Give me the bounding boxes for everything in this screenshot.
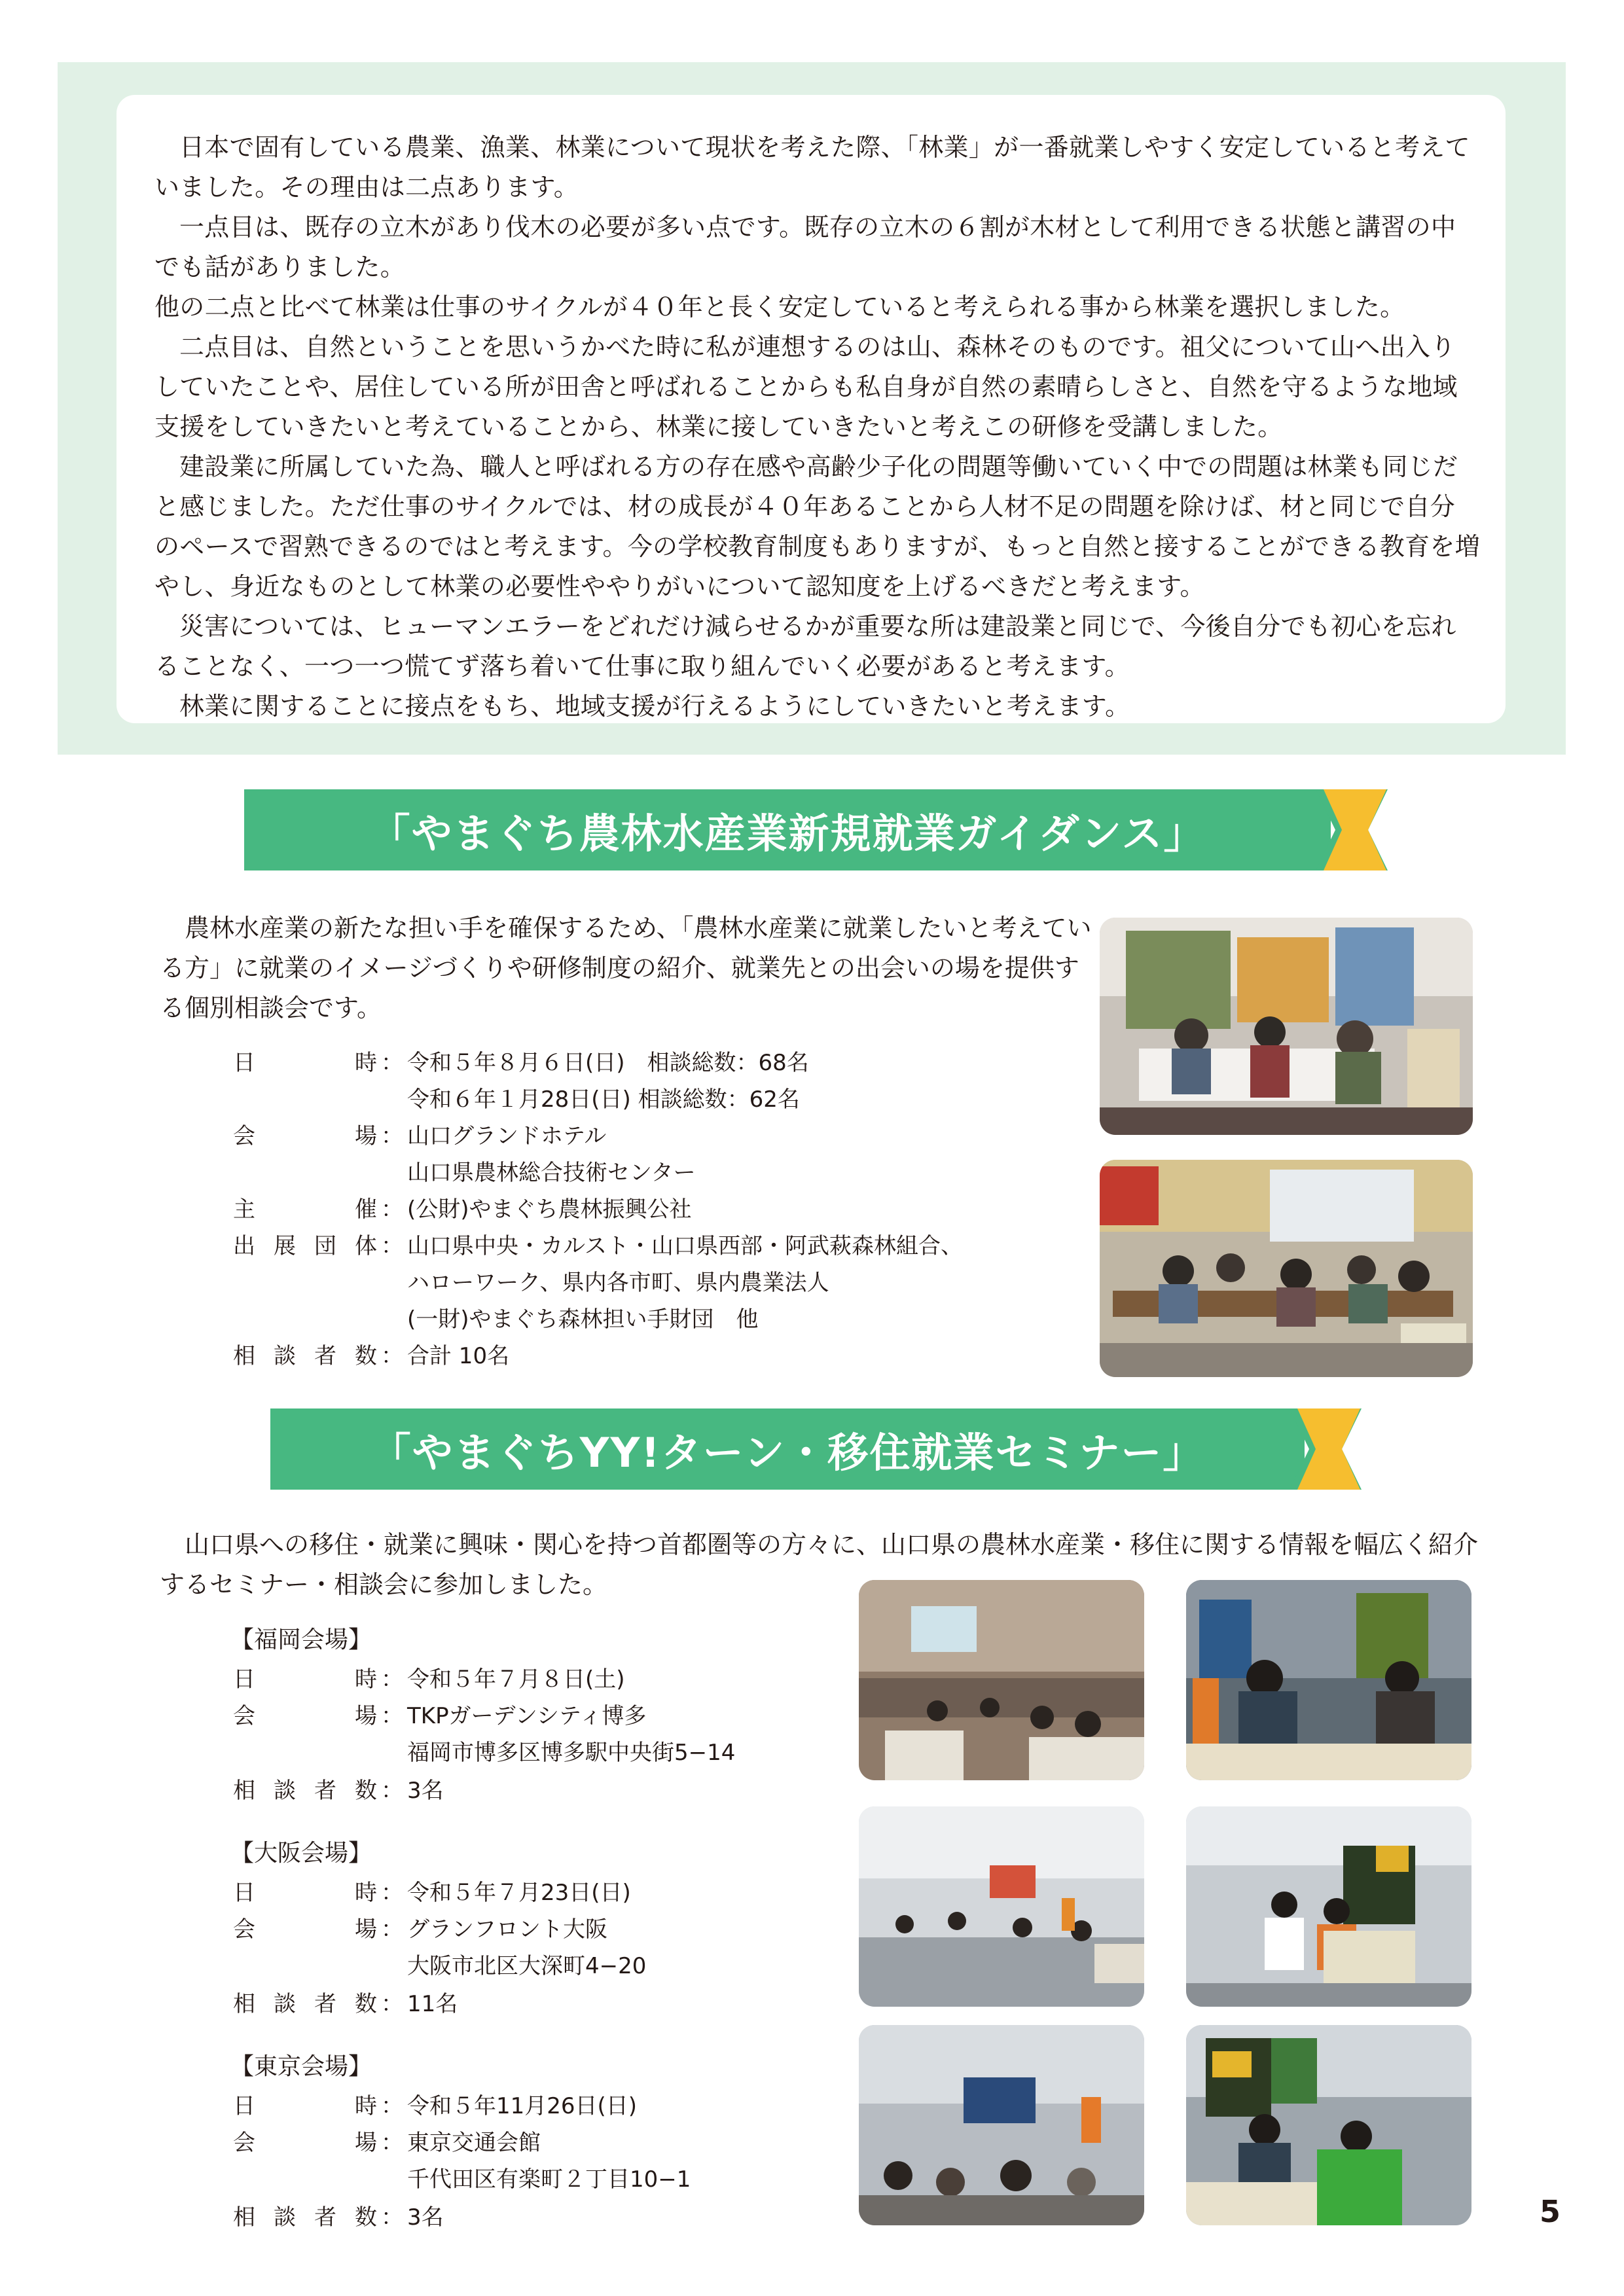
fukuoka-venue2: 福岡市博多区博多駅中央街5−14	[407, 1739, 736, 1766]
essay-panel	[58, 62, 1566, 755]
colon: ：	[381, 1232, 403, 1259]
essay-paragraph: 日本で固有している農業、漁業、林業について現状を考えた際、「林業」が一番就業しやすく安定していると考えていました。その理由は二点あります。	[154, 133, 1470, 202]
colon: ：	[381, 1342, 403, 1369]
consult-label: 相 談 者 数	[233, 1990, 377, 2017]
date-label: 日 時	[233, 1666, 377, 1693]
venue-label: 会 場	[233, 1702, 377, 1729]
fukuoka-consult-row	[233, 1770, 444, 1806]
consult-label: 相 談 者 数	[233, 1777, 377, 1804]
tokyo-heading: 【東京会場】	[230, 2053, 372, 2080]
colon: ：	[381, 1666, 403, 1693]
section2-title: 「やまぐちYY!ターン・移住就業セミナー」	[370, 1428, 1205, 1477]
colon: ：	[381, 2092, 403, 2119]
osaka-venue1: グランフロント大阪	[407, 1916, 607, 1943]
colon: ：	[381, 1196, 403, 1223]
osaka-heading: 【大阪会場】	[230, 1839, 372, 1867]
fukuoka-date-row	[233, 1659, 625, 1695]
fukuoka-venue1: TKPガーデンシティ博多	[407, 1702, 647, 1729]
osaka-date: 令和５年７月23日(日)	[407, 1879, 631, 1906]
s1-venue-label: 会 場	[233, 1122, 377, 1149]
s1-exhibitor-label: 出 展 団 体	[233, 1232, 377, 1259]
osaka-photo-1	[859, 1806, 1144, 2007]
colon: ：	[381, 1122, 403, 1149]
tokyo-consult: 3名	[407, 2204, 444, 2231]
fukuoka-heading: 【福岡会場】	[230, 1626, 372, 1653]
tokyo-venue2: 千代田区有楽町２丁目10−1	[407, 2166, 691, 2193]
fukuoka-venue-row	[233, 1695, 646, 1732]
fukuoka-photo-2	[1186, 1580, 1471, 1780]
s1-host: (公財)やまぐち農林振興公社	[407, 1196, 692, 1223]
page-number: 5	[1540, 2194, 1561, 2229]
colon: ：	[381, 1049, 403, 1076]
s1-date2: 令和６年１月28日(日) 相談総数：62名	[407, 1086, 800, 1113]
colon: ：	[381, 1879, 403, 1906]
tokyo-consult-row	[233, 2197, 444, 2233]
tokyo-venue-row	[233, 2122, 541, 2159]
osaka-venue-row	[233, 1909, 607, 1945]
section1-title-banner	[244, 789, 1331, 870]
essay-paragraph: 建設業に所属していた為、職人と呼ばれる方の存在感や高齢少子化の問題等働いていく中での問題は林業も同じだと感じました。ただ仕事のサイクルでは、材の成長が４０年あることから人材不足の問題を除けば、材と同じで自分のペースで習熟できるのではと考えます。今の学校教育制度もありますが、もっと自然と接することができる教育を増やし、身近なものとして林業の必要性ややりがいについて認知度を上げるべきだと考えます。	[154, 452, 1480, 601]
date-label: 日 時	[233, 2092, 377, 2119]
osaka-venue2: 大阪市北区大深町4−20	[407, 1952, 647, 1979]
s1-date-row	[233, 1042, 809, 1079]
s1-exhibitor-row	[233, 1225, 963, 1262]
hourglass-icon	[1290, 1408, 1362, 1490]
colon: ：	[381, 2204, 403, 2231]
fukuoka-date: 令和５年７月８日(土)	[407, 1666, 625, 1693]
s1-venue-row	[233, 1115, 606, 1152]
osaka-date-row	[233, 1872, 631, 1909]
s1-consult-label: 相 談 者 数	[233, 1342, 377, 1369]
essay-paragraph: 二点目は、自然ということを思いうかべた時に私が連想するのは山、森林そのものです。祖父について山へ出入りしていたことや、居住している所が田舎と呼ばれることからも私自身が自然の素晴らしさと、自然を守るような地域支援をしていきたいと考えていることから、林業に接していきたいと考えこの研修を受講しました。	[154, 332, 1458, 441]
essay-paragraph: 林業に関することに接点をもち、地域支援が行えるようにしていきたいと考えます。	[179, 692, 1130, 721]
guidance-photo-2	[1100, 1160, 1473, 1377]
tokyo-date: 令和５年11月26日(日)	[407, 2092, 638, 2119]
s1-venue2: 山口県農林総合技術センター	[407, 1159, 696, 1186]
date-label: 日 時	[233, 1879, 377, 1906]
colon: ：	[381, 1916, 403, 1943]
section1-intro	[160, 908, 1096, 1028]
venue-label: 会 場	[233, 1916, 377, 1943]
guidance-photo-1	[1100, 918, 1473, 1135]
colon: ：	[381, 1702, 403, 1729]
essay-paragraph: 一点目は、既存の立木があり伐木の必要が多い点です。既存の立木の６割が木材として利用できる状態と講習の中でも話がありました。	[154, 213, 1456, 281]
essay-paragraph: 他の二点と比べて林業は仕事のサイクルが４０年と長く安定していると考えられる事から林業を選択しました。	[154, 293, 1405, 321]
s1-host-label: 主 催	[233, 1196, 377, 1223]
s1-venue1: 山口グランドホテル	[407, 1122, 607, 1149]
fukuoka-photo-1	[859, 1580, 1144, 1780]
s1-exhibitor1: 山口県中央・カルスト・山口県西部・阿武萩森林組合、	[407, 1232, 963, 1259]
s1-exhibitor2: ハローワーク、県内各市町、県内農業法人	[407, 1269, 829, 1296]
osaka-consult-row	[233, 1983, 458, 2020]
fukuoka-consult: 3名	[407, 1777, 444, 1804]
venue-label: 会 場	[233, 2129, 377, 2156]
hourglass-icon	[1316, 789, 1388, 870]
s1-exhibitor3: (一財)やまぐち森林担い手財団 他	[407, 1306, 759, 1333]
consult-label: 相 談 者 数	[233, 2204, 377, 2231]
essay-paragraph: 災害については、ヒューマンエラーをどれだけ減らせるかが重要な所は建設業と同じで、今後自分でも初心を忘れることなく、一つ一つ慌てず落ち着いて仕事に取り組んでいく必要があると考えます。	[154, 612, 1456, 681]
osaka-consult: 11名	[407, 1990, 458, 2017]
tokyo-date-row	[233, 2085, 637, 2122]
section2-title-banner	[270, 1408, 1305, 1490]
essay-card	[117, 95, 1506, 723]
tokyo-venue1: 東京交通会館	[407, 2129, 541, 2156]
section1-intro-text: 農林水産業の新たな担い手を確保するため、「農林水産業に就業したいと考えている方」に就業のイメージづくりや研修制度の紹介、就業先との出会いの場を提供する個別相談会です。	[160, 914, 1092, 1022]
s1-consult: 合計 10名	[407, 1342, 510, 1369]
colon: ：	[381, 1777, 403, 1804]
colon: ：	[381, 2129, 403, 2156]
s1-consult-row	[233, 1335, 509, 1372]
tokyo-photo-2	[1186, 2025, 1471, 2225]
tokyo-photo-1	[859, 2025, 1144, 2225]
colon: ：	[381, 1990, 403, 2017]
osaka-photo-2	[1186, 1806, 1471, 2007]
s1-date-label: 日 時	[233, 1049, 377, 1076]
essay-text	[154, 128, 1480, 726]
s1-date1: 令和５年８月６日(日) 相談総数：68名	[407, 1049, 809, 1076]
s1-host-row	[233, 1189, 692, 1225]
section1-title: 「やまぐち農林水産業新規就業ガイダンス」	[369, 809, 1206, 857]
section2-intro-text: 山口県への移住・就業に興味・関心を持つ首都圏等の方々に、山口県の農林水産業・移住に関する情報を幅広く紹介するセミナー・相談会に参加しました。	[160, 1530, 1479, 1599]
